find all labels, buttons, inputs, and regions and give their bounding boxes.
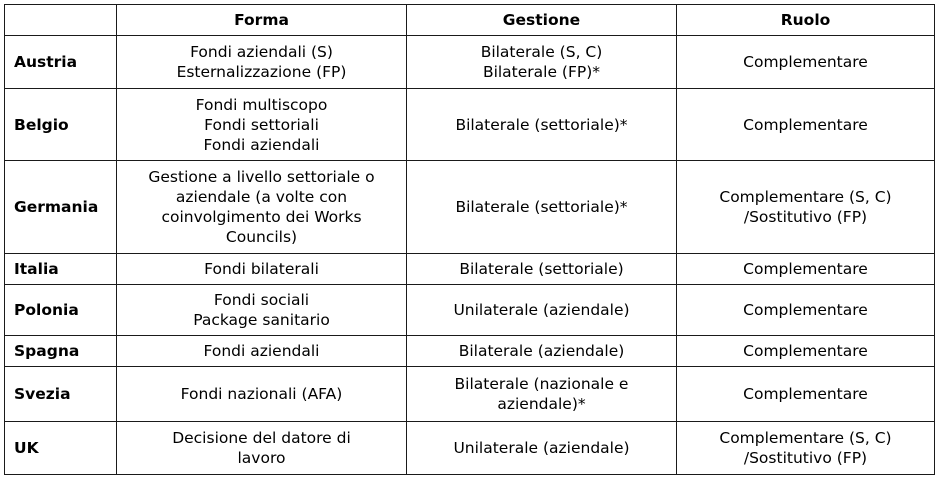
- table-row: [5, 336, 935, 367]
- table-row: [5, 89, 935, 161]
- table-row: [5, 285, 935, 336]
- gestione-cell: Bilaterale (settoriale)*: [407, 89, 677, 161]
- gestione-cell: Bilaterale (aziendale): [407, 336, 677, 367]
- country-cell: Italia: [5, 254, 117, 285]
- header-gestione: Gestione: [407, 5, 677, 36]
- country-cell: Belgio: [5, 89, 117, 161]
- gestione-cell: Bilaterale (settoriale)*: [407, 161, 677, 254]
- table-row: [5, 36, 935, 89]
- gestione-cell: Bilaterale (nazionale e aziendale)*: [407, 367, 677, 422]
- country-cell: UK: [5, 422, 117, 475]
- forma-cell: Fondi bilaterali: [117, 254, 407, 285]
- table-row: [5, 254, 935, 285]
- ruolo-cell: Complementare: [677, 254, 935, 285]
- table-row: [5, 161, 935, 254]
- forma-cell: Fondi sociali Package sanitario: [117, 285, 407, 336]
- country-cell: Polonia: [5, 285, 117, 336]
- header-row: [5, 5, 935, 36]
- gestione-cell: Unilaterale (aziendale): [407, 422, 677, 475]
- country-cell: Spagna: [5, 336, 117, 367]
- ruolo-cell: Complementare: [677, 89, 935, 161]
- comparison-table: [4, 4, 935, 475]
- gestione-cell: Unilaterale (aziendale): [407, 285, 677, 336]
- gestione-cell: Bilaterale (settoriale): [407, 254, 677, 285]
- ruolo-cell: Complementare (S, C) /Sostitutivo (FP): [677, 161, 935, 254]
- table-row: [5, 422, 935, 475]
- table-row: [5, 367, 935, 422]
- forma-cell: Fondi aziendali (S) Esternalizzazione (FP): [117, 36, 407, 89]
- ruolo-cell: Complementare: [677, 285, 935, 336]
- forma-cell: Gestione a livello settoriale o aziendale (a volte con coinvolgimento dei Works Councils): [117, 161, 407, 254]
- forma-cell: Fondi multiscopo Fondi settoriali Fondi aziendali: [117, 89, 407, 161]
- forma-cell: Fondi nazionali (AFA): [117, 367, 407, 422]
- gestione-cell: Bilaterale (S, C) Bilaterale (FP)*: [407, 36, 677, 89]
- ruolo-cell: Complementare: [677, 367, 935, 422]
- country-cell: Svezia: [5, 367, 117, 422]
- forma-cell: Fondi aziendali: [117, 336, 407, 367]
- ruolo-cell: Complementare: [677, 336, 935, 367]
- ruolo-cell: Complementare: [677, 36, 935, 89]
- header-forma: Forma: [117, 5, 407, 36]
- forma-cell: Decisione del datore di lavoro: [117, 422, 407, 475]
- ruolo-cell: Complementare (S, C) /Sostitutivo (FP): [677, 422, 935, 475]
- country-cell: Austria: [5, 36, 117, 89]
- header-ruolo: Ruolo: [677, 5, 935, 36]
- country-cell: Germania: [5, 161, 117, 254]
- header-country: [5, 5, 117, 36]
